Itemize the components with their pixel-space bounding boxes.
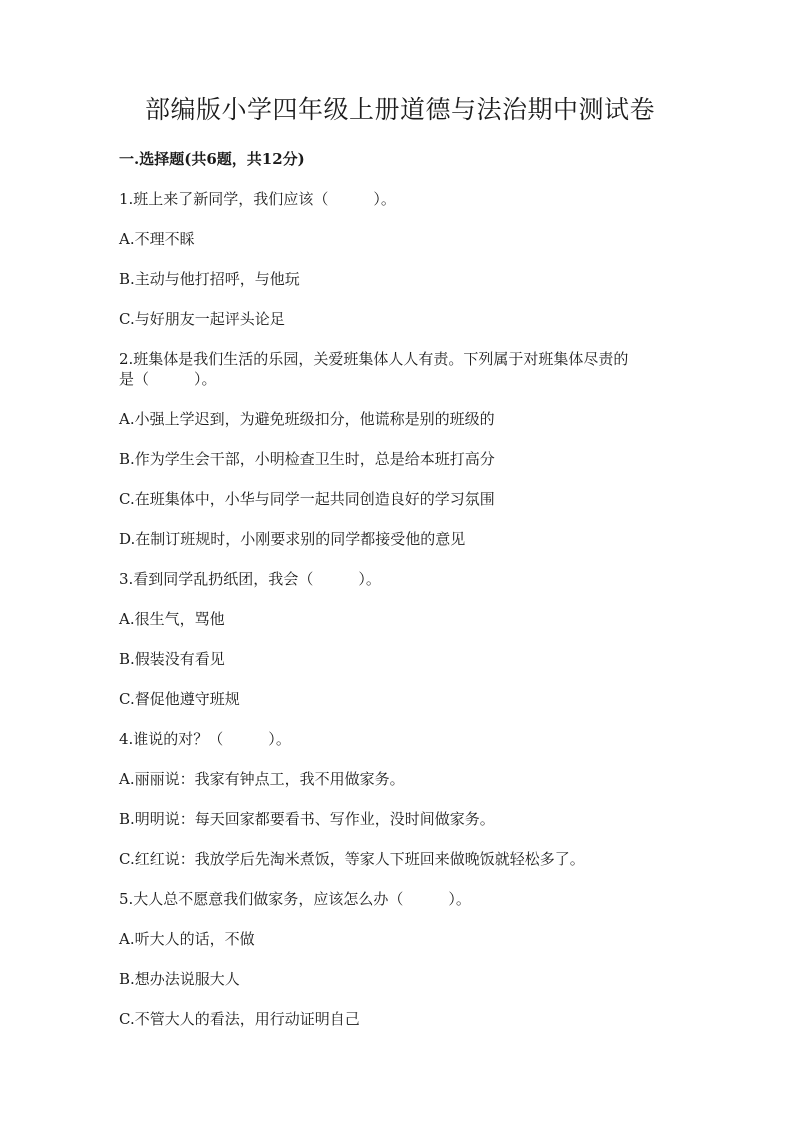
question-5-option-a: A.听大人的话，不做 [119,930,255,948]
question-5-option-c: C.不管大人的看法，用行动证明自己 [119,1010,360,1028]
question-1-option-b: B.主动与他打招呼，与他玩 [119,270,300,288]
question-5-option-b: B.想办法说服大人 [119,970,240,988]
question-4-option-b: B.明明说：每天回家都要看书、写作业，没时间做家务。 [119,810,495,828]
question-4-option-c: C.红红说：我放学后先淘米煮饭，等家人下班回来做晚饭就轻松多了。 [119,850,585,868]
question-2-stem-line-2: 是（ ）。 [119,370,217,388]
question-2-option-a: A.小强上学迟到，为避免班级扣分，他谎称是别的班级的 [119,410,495,428]
question-3-option-c: C.督促他遵守班规 [119,690,240,708]
question-3-stem: 3.看到同学乱扔纸团，我会（ ）。 [119,570,381,588]
question-1-option-c: C.与好朋友一起评头论足 [119,310,285,328]
question-3-option-b: B.假装没有看见 [119,650,225,668]
question-5-stem: 5.大人总不愿意我们做家务，应该怎么办（ ）。 [119,890,471,908]
question-1-option-a: A.不理不睬 [119,230,195,248]
question-3-option-a: A.很生气，骂他 [119,610,225,628]
question-4-stem: 4.谁说的对？（ ）。 [119,730,291,748]
question-2-option-b: B.作为学生会干部，小明检查卫生时，总是给本班打高分 [119,450,495,468]
question-2-option-c: C.在班集体中，小华与同学一起共同创造良好的学习氛围 [119,490,495,508]
question-2-option-d: D.在制订班规时，小刚要求别的同学都接受他的意见 [119,530,466,548]
question-1-stem: 1.班上来了新同学，我们应该（ ）。 [119,190,396,208]
question-2-stem-line-1: 2.班集体是我们生活的乐园，关爱班集体人人有责。下列属于对班集体尽责的 [119,350,629,368]
question-4-option-a: A.丽丽说：我家有钟点工，我不用做家务。 [119,770,405,788]
section-header: 一.选择题(共6题，共12分) [119,150,305,168]
page-title: 部编版小学四年级上册道德与法治期中测试卷 [144,95,655,124]
